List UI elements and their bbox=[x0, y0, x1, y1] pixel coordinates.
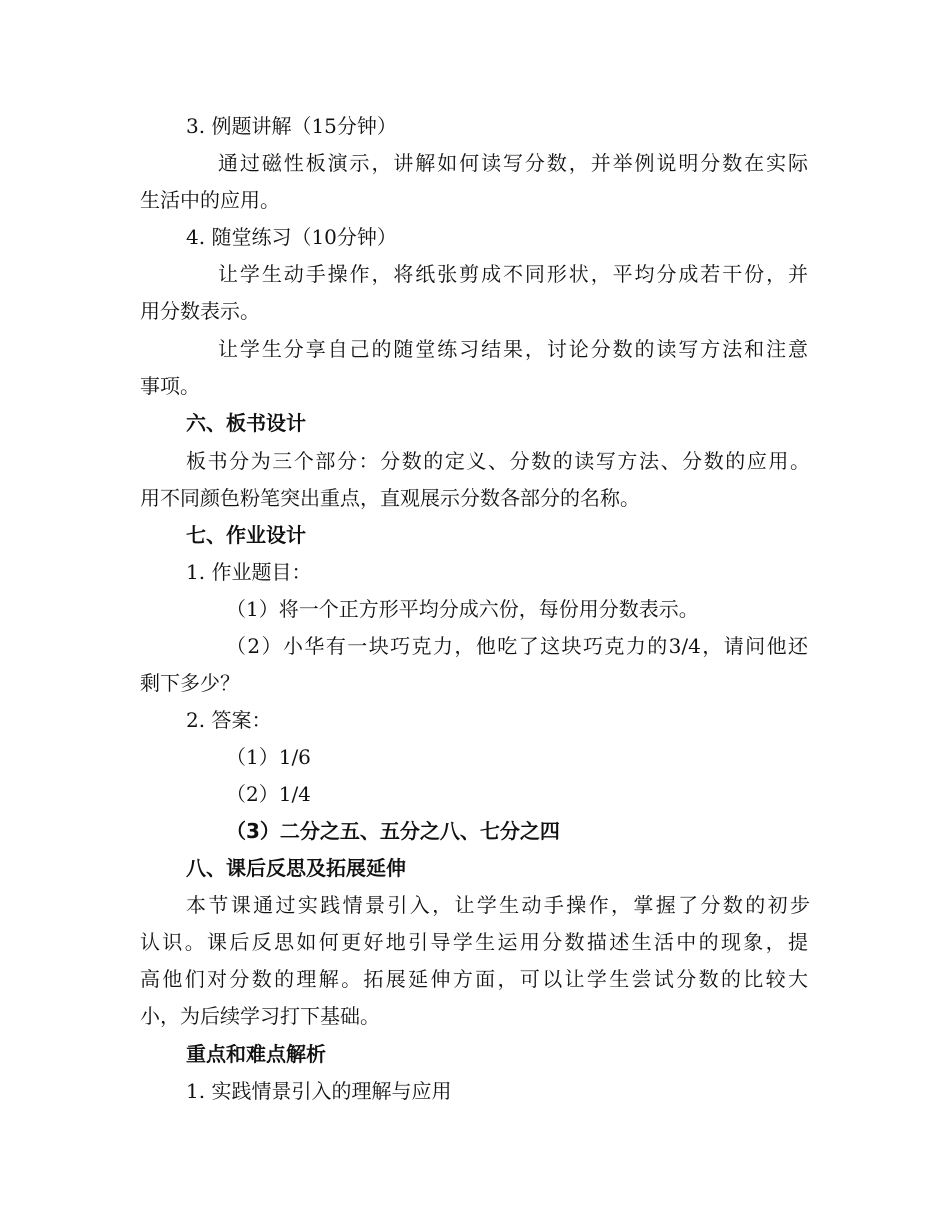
heading-reflection-extension: 八、课后反思及拓展延伸 bbox=[186, 856, 406, 880]
board-design-paragraph-line: 用不同颜色粉笔突出重点，直观展示分数各部分的名称。 bbox=[140, 486, 640, 510]
section-4-paragraph-line: 事项。 bbox=[140, 374, 200, 398]
section-3-heading: 3. 例题讲解（15分钟） bbox=[186, 114, 397, 138]
section-4-paragraph-line: 让学生分享自己的随堂练习结果，讨论分数的读写方法和注意 bbox=[218, 337, 808, 361]
heading-key-difficult-points: 重点和难点解析 bbox=[186, 1042, 326, 1066]
homework-item-answers: 2. 答案： bbox=[186, 708, 272, 732]
reflection-paragraph-line: 高他们对分数的理解。拓展延伸方面，可以让学生尝试分数的比较大 bbox=[140, 967, 808, 991]
answer-3: （3）二分之五、五分之八、七分之四 bbox=[226, 819, 560, 843]
homework-item-questions: 1. 作业题目： bbox=[186, 560, 312, 584]
answer-2: （2）1/4 bbox=[226, 782, 311, 806]
homework-question-1: （1）将一个正方形平均分成六份，每份用分数表示。 bbox=[226, 597, 699, 621]
key-point-item-1: 1. 实践情景引入的理解与应用 bbox=[186, 1079, 452, 1103]
homework-question-2-line: （2）小华有一块巧克力，他吃了这块巧克力的3/4，请问他还 bbox=[226, 634, 808, 658]
reflection-paragraph-line: 本节课通过实践情景引入，让学生动手操作，掌握了分数的初步 bbox=[186, 893, 810, 917]
reflection-paragraph-line: 小，为后续学习打下基础。 bbox=[140, 1004, 380, 1028]
section-4-paragraph-line: 让学生动手操作，将纸张剪成不同形状，平均分成若干份，并 bbox=[218, 262, 808, 286]
section-4-heading: 4. 随堂练习（10分钟） bbox=[186, 225, 397, 249]
section-4-paragraph-line: 用分数表示。 bbox=[140, 299, 260, 323]
heading-homework-design: 七、作业设计 bbox=[186, 523, 306, 547]
board-design-paragraph-line: 板书分为三个部分：分数的定义、分数的读写方法、分数的应用。 bbox=[186, 449, 810, 473]
section-3-paragraph-line: 生活中的应用。 bbox=[140, 188, 280, 212]
reflection-paragraph-line: 认识。课后反思如何更好地引导学生运用分数描述生活中的现象，提 bbox=[140, 930, 808, 954]
heading-board-design: 六、板书设计 bbox=[186, 411, 306, 435]
answer-1: （1）1/6 bbox=[226, 745, 311, 769]
section-3-paragraph-line: 通过磁性板演示，讲解如何读写分数，并举例说明分数在实际 bbox=[218, 151, 808, 175]
homework-question-2-line: 剩下多少？ bbox=[140, 671, 240, 695]
